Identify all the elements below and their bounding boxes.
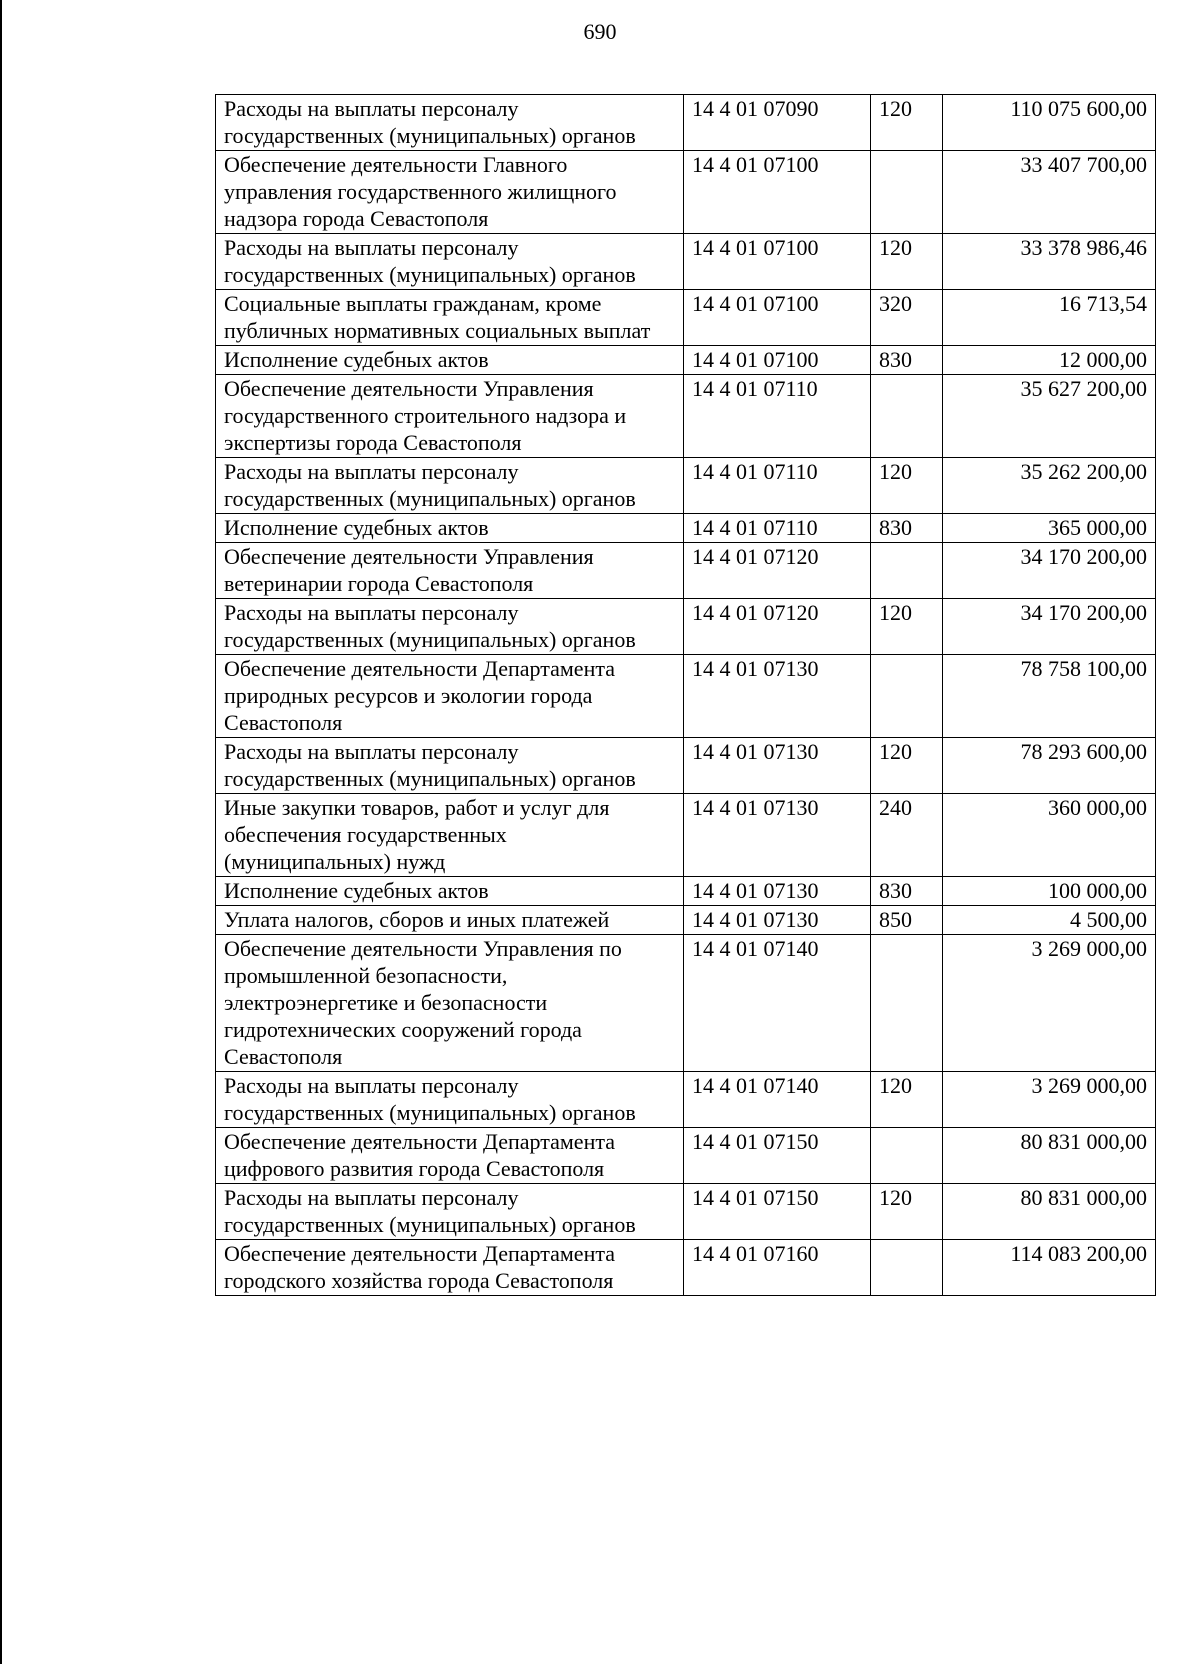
expense-type-cell: 120 (871, 234, 943, 290)
expense-type-cell: 830 (871, 346, 943, 375)
expense-name-cell: Расходы на выплаты персоналу государственных (муниципальных) органов (216, 234, 684, 290)
budget-table (215, 94, 1156, 1296)
table-row (216, 290, 1156, 346)
table-row (216, 655, 1156, 738)
expense-name-cell: Расходы на выплаты персоналу государственных (муниципальных) органов (216, 1184, 684, 1240)
table-row (216, 458, 1156, 514)
table-row (216, 906, 1156, 935)
table-row (216, 151, 1156, 234)
target-article-code-cell: 14 4 01 07100 (684, 290, 871, 346)
target-article-code-cell: 14 4 01 07130 (684, 906, 871, 935)
table-row (216, 599, 1156, 655)
amount-cell: 110 075 600,00 (943, 95, 1156, 151)
target-article-code-cell: 14 4 01 07110 (684, 375, 871, 458)
table-row (216, 514, 1156, 543)
expense-type-cell: 120 (871, 738, 943, 794)
amount-cell: 35 262 200,00 (943, 458, 1156, 514)
expense-name-cell: Обеспечение деятельности Департамента цифрового развития города Севастополя (216, 1128, 684, 1184)
expense-name-cell: Обеспечение деятельности Главного управления государственного жилищного надзора города Севастополя (216, 151, 684, 234)
expense-name-cell: Иные закупки товаров, работ и услуг для обеспечения государственных (муниципальных) нужд (216, 794, 684, 877)
expense-name-cell: Исполнение судебных актов (216, 877, 684, 906)
expense-type-cell (871, 655, 943, 738)
target-article-code-cell: 14 4 01 07130 (684, 794, 871, 877)
target-article-code-cell: 14 4 01 07120 (684, 599, 871, 655)
amount-cell: 3 269 000,00 (943, 935, 1156, 1072)
expense-type-cell (871, 1240, 943, 1296)
expense-type-cell (871, 543, 943, 599)
target-article-code-cell: 14 4 01 07130 (684, 738, 871, 794)
target-article-code-cell: 14 4 01 07090 (684, 95, 871, 151)
amount-cell: 80 831 000,00 (943, 1128, 1156, 1184)
table-row (216, 877, 1156, 906)
amount-cell: 33 407 700,00 (943, 151, 1156, 234)
amount-cell: 16 713,54 (943, 290, 1156, 346)
expense-name-cell: Уплата налогов, сборов и иных платежей (216, 906, 684, 935)
amount-cell: 360 000,00 (943, 794, 1156, 877)
target-article-code-cell: 14 4 01 07120 (684, 543, 871, 599)
expense-name-cell: Исполнение судебных актов (216, 346, 684, 375)
expense-name-cell: Обеспечение деятельности Управления ветеринарии города Севастополя (216, 543, 684, 599)
target-article-code-cell: 14 4 01 07160 (684, 1240, 871, 1296)
amount-cell: 100 000,00 (943, 877, 1156, 906)
expense-type-cell: 120 (871, 458, 943, 514)
table-row (216, 95, 1156, 151)
expense-type-cell: 120 (871, 1072, 943, 1128)
target-article-code-cell: 14 4 01 07100 (684, 151, 871, 234)
expense-type-cell (871, 375, 943, 458)
target-article-code-cell: 14 4 01 07130 (684, 877, 871, 906)
expense-name-cell: Расходы на выплаты персоналу государственных (муниципальных) органов (216, 458, 684, 514)
amount-cell: 35 627 200,00 (943, 375, 1156, 458)
amount-cell: 3 269 000,00 (943, 1072, 1156, 1128)
table-row (216, 346, 1156, 375)
table-row (216, 1072, 1156, 1128)
amount-cell: 114 083 200,00 (943, 1240, 1156, 1296)
expense-type-cell (871, 151, 943, 234)
target-article-code-cell: 14 4 01 07150 (684, 1128, 871, 1184)
amount-cell: 34 170 200,00 (943, 599, 1156, 655)
expense-name-cell: Обеспечение деятельности Управления государственного строительного надзора и экспертизы города Севастополя (216, 375, 684, 458)
target-article-code-cell: 14 4 01 07100 (684, 346, 871, 375)
target-article-code-cell: 14 4 01 07110 (684, 514, 871, 543)
expense-type-cell: 120 (871, 599, 943, 655)
expense-type-cell: 830 (871, 877, 943, 906)
table-row (216, 738, 1156, 794)
expense-type-cell: 850 (871, 906, 943, 935)
target-article-code-cell: 14 4 01 07130 (684, 655, 871, 738)
expense-type-cell (871, 1128, 943, 1184)
amount-cell: 80 831 000,00 (943, 1184, 1156, 1240)
target-article-code-cell: 14 4 01 07110 (684, 458, 871, 514)
amount-cell: 12 000,00 (943, 346, 1156, 375)
expense-name-cell: Обеспечение деятельности Департамента городского хозяйства города Севастополя (216, 1240, 684, 1296)
expense-type-cell (871, 935, 943, 1072)
expense-name-cell: Обеспечение деятельности Департамента природных ресурсов и экологии города Севастополя (216, 655, 684, 738)
table-row (216, 234, 1156, 290)
table-row (216, 375, 1156, 458)
expense-name-cell: Исполнение судебных актов (216, 514, 684, 543)
target-article-code-cell: 14 4 01 07140 (684, 935, 871, 1072)
expense-name-cell: Расходы на выплаты персоналу государственных (муниципальных) органов (216, 95, 684, 151)
table-row (216, 1240, 1156, 1296)
table-row (216, 543, 1156, 599)
target-article-code-cell: 14 4 01 07100 (684, 234, 871, 290)
page-number: 690 (583, 19, 617, 44)
table-row (216, 794, 1156, 877)
expense-name-cell: Расходы на выплаты персоналу государственных (муниципальных) органов (216, 599, 684, 655)
scan-edge-line (0, 0, 2, 1664)
budget-table-body (216, 95, 1156, 1296)
expense-type-cell: 240 (871, 794, 943, 877)
expense-type-cell: 120 (871, 95, 943, 151)
expense-name-cell: Расходы на выплаты персоналу государственных (муниципальных) органов (216, 1072, 684, 1128)
amount-cell: 33 378 986,46 (943, 234, 1156, 290)
table-row (216, 1128, 1156, 1184)
expense-name-cell: Социальные выплаты гражданам, кроме публичных нормативных социальных выплат (216, 290, 684, 346)
target-article-code-cell: 14 4 01 07140 (684, 1072, 871, 1128)
amount-cell: 34 170 200,00 (943, 543, 1156, 599)
expense-type-cell: 120 (871, 1184, 943, 1240)
expense-name-cell: Обеспечение деятельности Управления по промышленной безопасности, электроэнергетике и безопасности гидротехнических сооружений города Севастополя (216, 935, 684, 1072)
amount-cell: 365 000,00 (943, 514, 1156, 543)
expense-name-cell: Расходы на выплаты персоналу государственных (муниципальных) органов (216, 738, 684, 794)
expense-type-cell: 320 (871, 290, 943, 346)
amount-cell: 78 758 100,00 (943, 655, 1156, 738)
amount-cell: 4 500,00 (943, 906, 1156, 935)
amount-cell: 78 293 600,00 (943, 738, 1156, 794)
expense-type-cell: 830 (871, 514, 943, 543)
table-row (216, 1184, 1156, 1240)
target-article-code-cell: 14 4 01 07150 (684, 1184, 871, 1240)
table-row (216, 935, 1156, 1072)
